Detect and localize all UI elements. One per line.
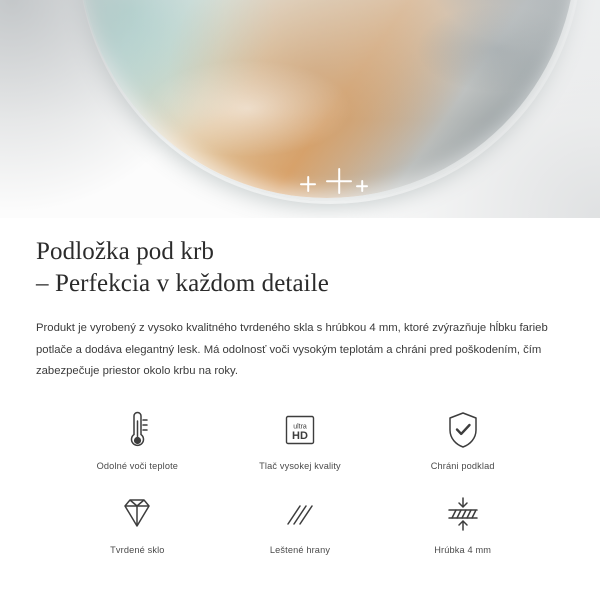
feature-label: Tlač vysokej kvality: [259, 461, 341, 472]
hero-image: [0, 0, 600, 218]
diamond-icon: [116, 493, 158, 535]
feature-label: Chráni podklad: [430, 461, 495, 472]
feature-label: Tvrdené sklo: [110, 545, 165, 556]
svg-text:ultra: ultra: [293, 423, 307, 431]
headline-line-1: Podložka pod krb: [36, 238, 214, 265]
shield-check-icon: [445, 409, 481, 451]
feature-grid: [36, 409, 564, 555]
feature-label: Hrúbka 4 mm: [434, 545, 492, 556]
product-description-text: Produkt je vyrobený z vysoko kvalitného tvrdeného skla s hrúbkou 4 mm, ktoré zvýrazňuje hĺbku farieb potlače a dodáva elegantný lesk. Má odolnosť voči vysokým teplotám a chráni pred poškodením, čím zabezpečuje priestor okolo krbu na roky.: [36, 322, 548, 378]
feature-item: [56, 409, 219, 471]
page-title: [36, 236, 564, 300]
feature-item: [219, 493, 382, 555]
feature-item: [56, 493, 219, 555]
ultra-hd-icon: [280, 409, 320, 451]
feature-item: [381, 409, 544, 471]
feature-item: [381, 493, 544, 555]
polished-edges-icon: [280, 493, 320, 535]
feature-item: [219, 409, 382, 471]
feature-label: Odolné voči teplote: [96, 461, 179, 472]
headline-line-2: – Perfekcia v každom detaile: [36, 270, 329, 297]
feature-label: Leštené hrany: [269, 545, 331, 556]
thermometer-icon: [120, 409, 154, 451]
svg-text:HD: HD: [292, 430, 308, 443]
content-area: [0, 218, 600, 555]
thickness-arrows-icon: [441, 493, 485, 535]
